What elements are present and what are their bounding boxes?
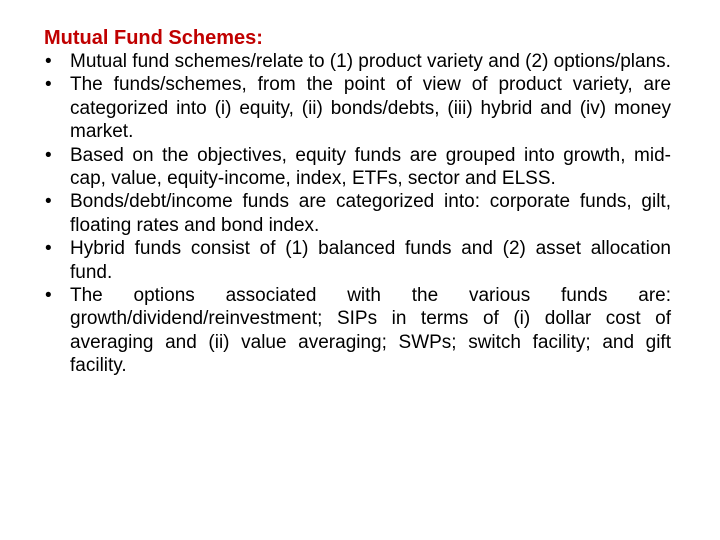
- bullet-marker: •: [45, 74, 52, 96]
- bullet-text: The options associated with the various funds are: growth/dividend/reinvestment; SIPs in terms of (i) dollar cost of averaging and (ii) value averaging; SWPs; switch facility; and gift facility.: [70, 285, 671, 377]
- bullet-marker: •: [45, 144, 52, 166]
- bullet-list: [44, 50, 671, 378]
- bullet-item: [44, 190, 671, 237]
- bullet-text: Based on the objectives, equity funds are grouped into growth, mid-cap, value, equity-income, index, ETFs, sector and ELSS.: [70, 144, 671, 190]
- bullet-item: [44, 50, 671, 73]
- slide-heading: Mutual Fund Schemes:: [44, 27, 263, 49]
- bullet-text: Hybrid funds consist of (1) balanced funds and (2) asset allocation fund.: [70, 238, 671, 283]
- bullet-text: Mutual fund schemes/relate to (1) product variety and (2) options/plans.: [70, 51, 671, 72]
- bullet-marker: •: [45, 191, 52, 213]
- slide-body: [44, 26, 671, 378]
- bullet-marker: •: [45, 285, 52, 307]
- bullet-marker: •: [45, 238, 52, 260]
- bullet-item: [44, 144, 671, 191]
- bullet-item: [44, 237, 671, 284]
- bullet-text: Bonds/debt/income funds are categorized into: corporate funds, gilt, floating rates and bond index.: [70, 191, 671, 236]
- bullet-marker: •: [45, 51, 52, 72]
- bullet-item: [44, 73, 671, 143]
- bullet-item: [44, 284, 671, 378]
- bullet-text: The funds/schemes, from the point of view of product variety, are categorized into (i) equity, (ii) bonds/debts, (iii) hybrid and (iv) money market.: [70, 74, 671, 143]
